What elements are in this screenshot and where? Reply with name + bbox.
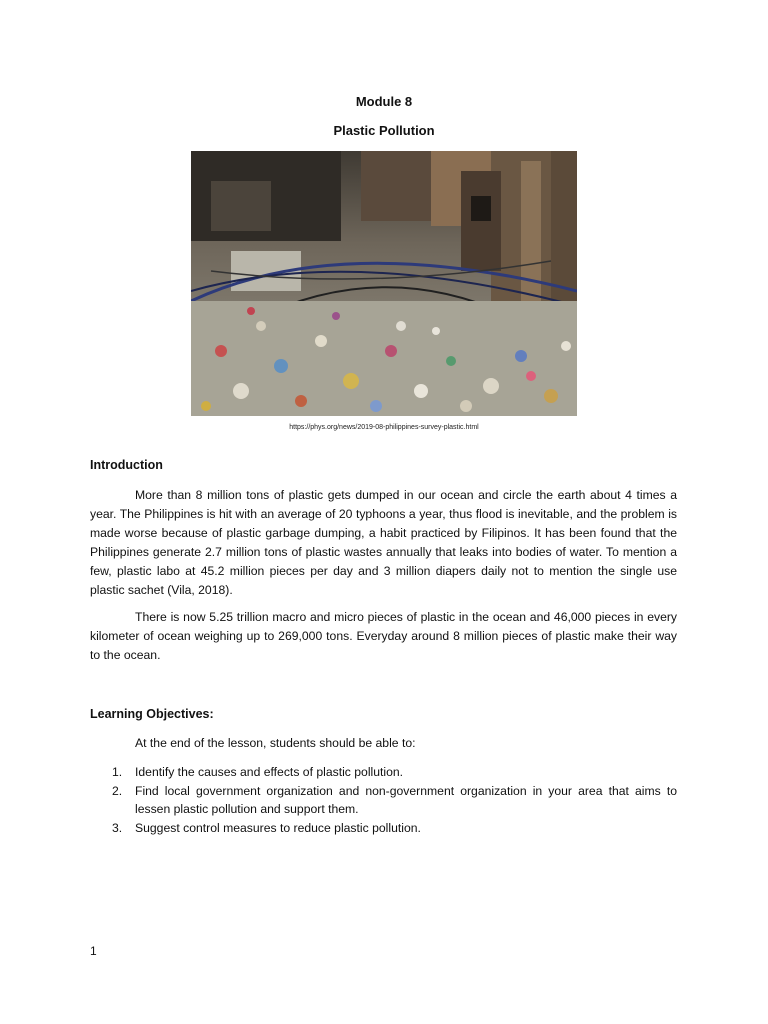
objectives-list — [90, 763, 677, 837]
objective-text: Suggest control measures to reduce plastic pollution. — [135, 820, 421, 835]
objective-number: 2. — [112, 783, 123, 798]
objective-item — [90, 763, 677, 782]
objective-text: Find local government organization and non-government organization in your area that aims to lessen plastic pollution and support them. — [135, 783, 677, 816]
introduction-paragraph: More than 8 million tons of plastic gets dumped in our ocean and circle the earth about 4 times a year. The Philippines is hit with an average of 20 typhoons a year, thus flood is inevitable, and the problem is made worse because of plastic garbage dumping, a habit practiced by Filipinos. It has been found that the Philippines generate 2.7 million tons of plastic wastes annually that leaks into bodies of water. To mention a few, plastic labo at 45.2 million pieces per day and 3 million diapers daily not to mention the single use plastic sachet (Vila, 2018). — [90, 488, 677, 597]
introduction-heading: Introduction — [90, 458, 163, 472]
page-title: Plastic Pollution — [333, 123, 435, 138]
page-number: 1 — [90, 944, 97, 958]
learning-objectives-intro: At the end of the lesson, students should be able to: — [135, 736, 416, 750]
objective-item — [90, 782, 677, 819]
objective-number: 3. — [112, 820, 123, 835]
learning-objectives-heading: Learning Objectives: — [90, 707, 214, 721]
objective-item — [90, 819, 677, 838]
objective-text: Identify the causes and effects of plastic pollution. — [135, 765, 404, 779]
introduction-paragraph: There is now 5.25 trillion macro and micro pieces of plastic in the ocean and 46,000 pieces in every kilometer of ocean weighing up to 269,000 tons. Everyday around 8 million pieces of plastic make their way to the ocean. — [90, 610, 677, 662]
objective-number: 1. — [112, 765, 123, 779]
image-credit-link[interactable]: https://phys.org/news/2019-08-philippines-survey-plastic.html — [289, 424, 479, 431]
module-label: Module 8 — [355, 94, 413, 109]
plastic-pollution-photo — [191, 151, 577, 416]
